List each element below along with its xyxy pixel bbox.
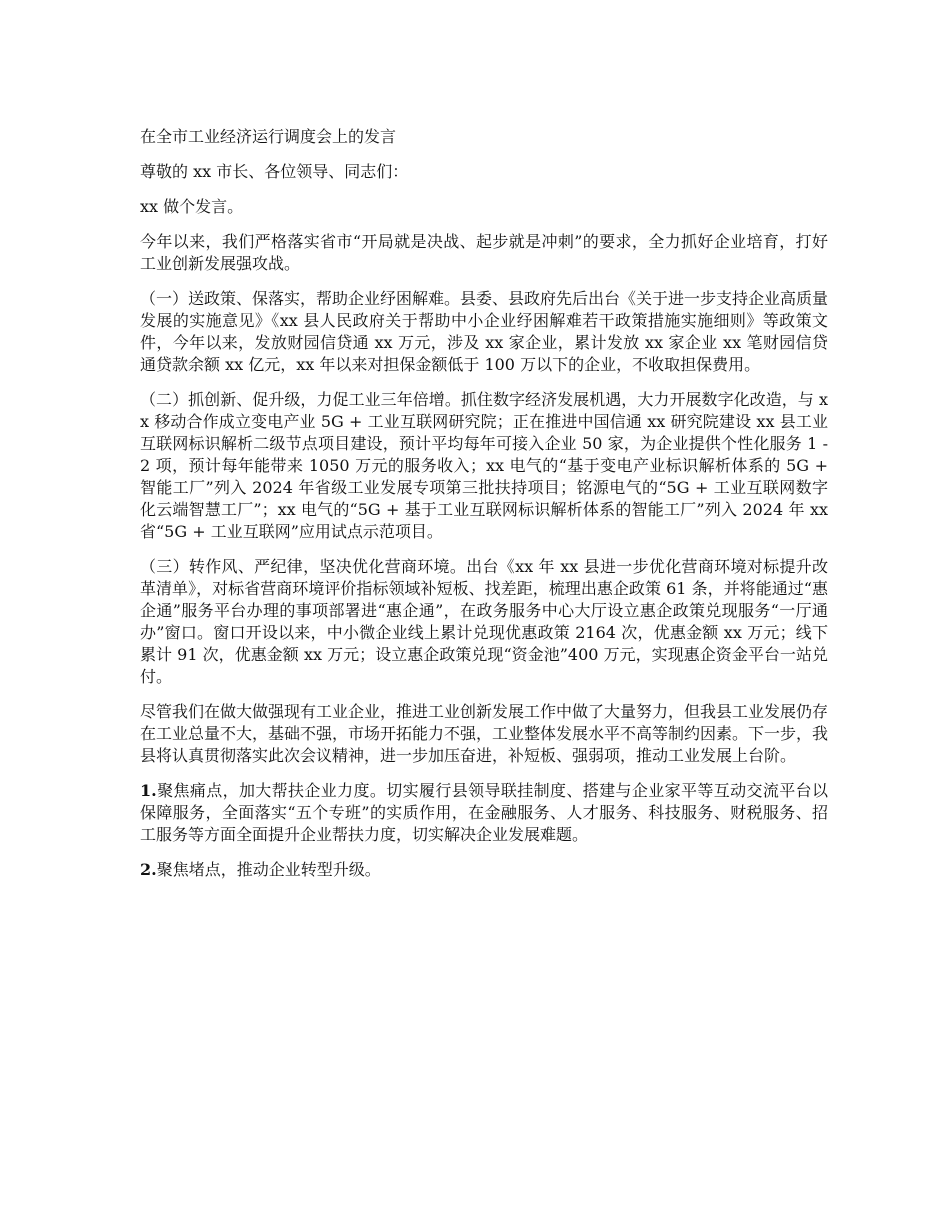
paragraph-next-steps: 尽管我们在做大做强现有工业企业，推进工业创新发展工作中做了大量努力，但我县工业发展仍存在工业总量不大，基础不强，市场开拓能力不强，工业整体发展水平不高等制约因素。下一步，我县将认真贯彻落实此次会议精神，进一步加压奋进，补短板、强弱项，推动工业发展上台阶。: [140, 702, 829, 765]
point-text: 聚焦痛点，加大帮扶企业力度。切实履行县领导联挂制度、搭建与企业家平等互动交流平台以保障服务，全面落实“五个专班”的实质作用，在金融服务、人才服务、科技服务、财税服务、招工服务等方面全面提升企业帮扶力度，切实解决企业发展难题。: [140, 781, 828, 844]
paragraph-section-1: （一）送政策、保落实，帮助企业纾困解难。县委、县政府先后出台《关于进一步支持企业高质量发展的实施意见》《xx 县人民政府关于帮助中小企业纾困解难若干政策措施实施细则》等政策文件，今年以来，发放财园信贷通 xx 万元，涉及 xx 家企业，累计发放 xx 家企业 xx 笔财园信贷通贷款余额 xx 亿元，xx 年以来对担保金额低于 100 万以下的企业，不收取担保费用。: [140, 289, 829, 374]
paragraph-section-3: （三）转作风、严纪律，坚决优化营商环境。出台《xx 年 xx 县进一步优化营商环境对标提升改革清单》，对标省营商环境评价指标领域补短板、找差距，梳理出惠企政策 61 条，并将能通过“惠企通”服务平台办理的事项部署进“惠企通”，在政务服务中心大厅设立惠企政策兑现服务“一厅通办”窗口。窗口开设以来，中小微企业线上累计兑现优惠政策 2164 次，优惠金额 xx 万元；线下累计 91 次，优惠金额 xx 万元；设立惠企政策兑现“资金池”400 万元，实现惠企资金平台一站兑付。: [140, 557, 828, 686]
salutation: 尊敬的 xx 市长、各位领导、同志们：: [140, 162, 409, 181]
paragraph-section-2: （二）抓创新、促升级，力促工业三年倍增。抓住数字经济发展机遇，大力开展数字化改造，与 xx 移动合作成立变电产业 5G + 工业互联网研究院；正在推进中国信通 xx 研究院建设 xx 县工业互联网标识解析二级节点项目建设，预计平均每年可接入企业 50 家，为企业提供个性化服务 1 - 2 项，预计每年能带来 1050 万元的服务收入；xx 电气的“基于变电产业标识解析体系的 5G + 智能工厂”列入 2024 年省级工业发展专项第三批扶持项目；铭源电气的“5G + 工业互联网数字化云端智慧工厂”；xx 电气的“5G + 基于工业互联网标识解析体系的智能工厂”列入 2024 年 xx 省“5G + 工业互联网”应用试点示范项目。: [140, 390, 828, 541]
point-text: 聚焦堵点，推动企业转型升级。: [156, 860, 381, 879]
point-item-1: [140, 780, 828, 846]
point-item-2: [140, 859, 828, 881]
document-page: [140, 126, 828, 894]
point-number: 1.: [140, 781, 157, 800]
document-title: 在全市工业经济运行调度会上的发言: [140, 127, 397, 146]
intro-line: xx 做个发言。: [140, 197, 244, 216]
paragraph-opening: 今年以来，我们严格落实省市“开局就是决战、起步就是冲刺”的要求，全力抓好企业培育，打好工业创新发展强攻战。: [140, 232, 828, 273]
point-number: 2.: [140, 860, 157, 879]
